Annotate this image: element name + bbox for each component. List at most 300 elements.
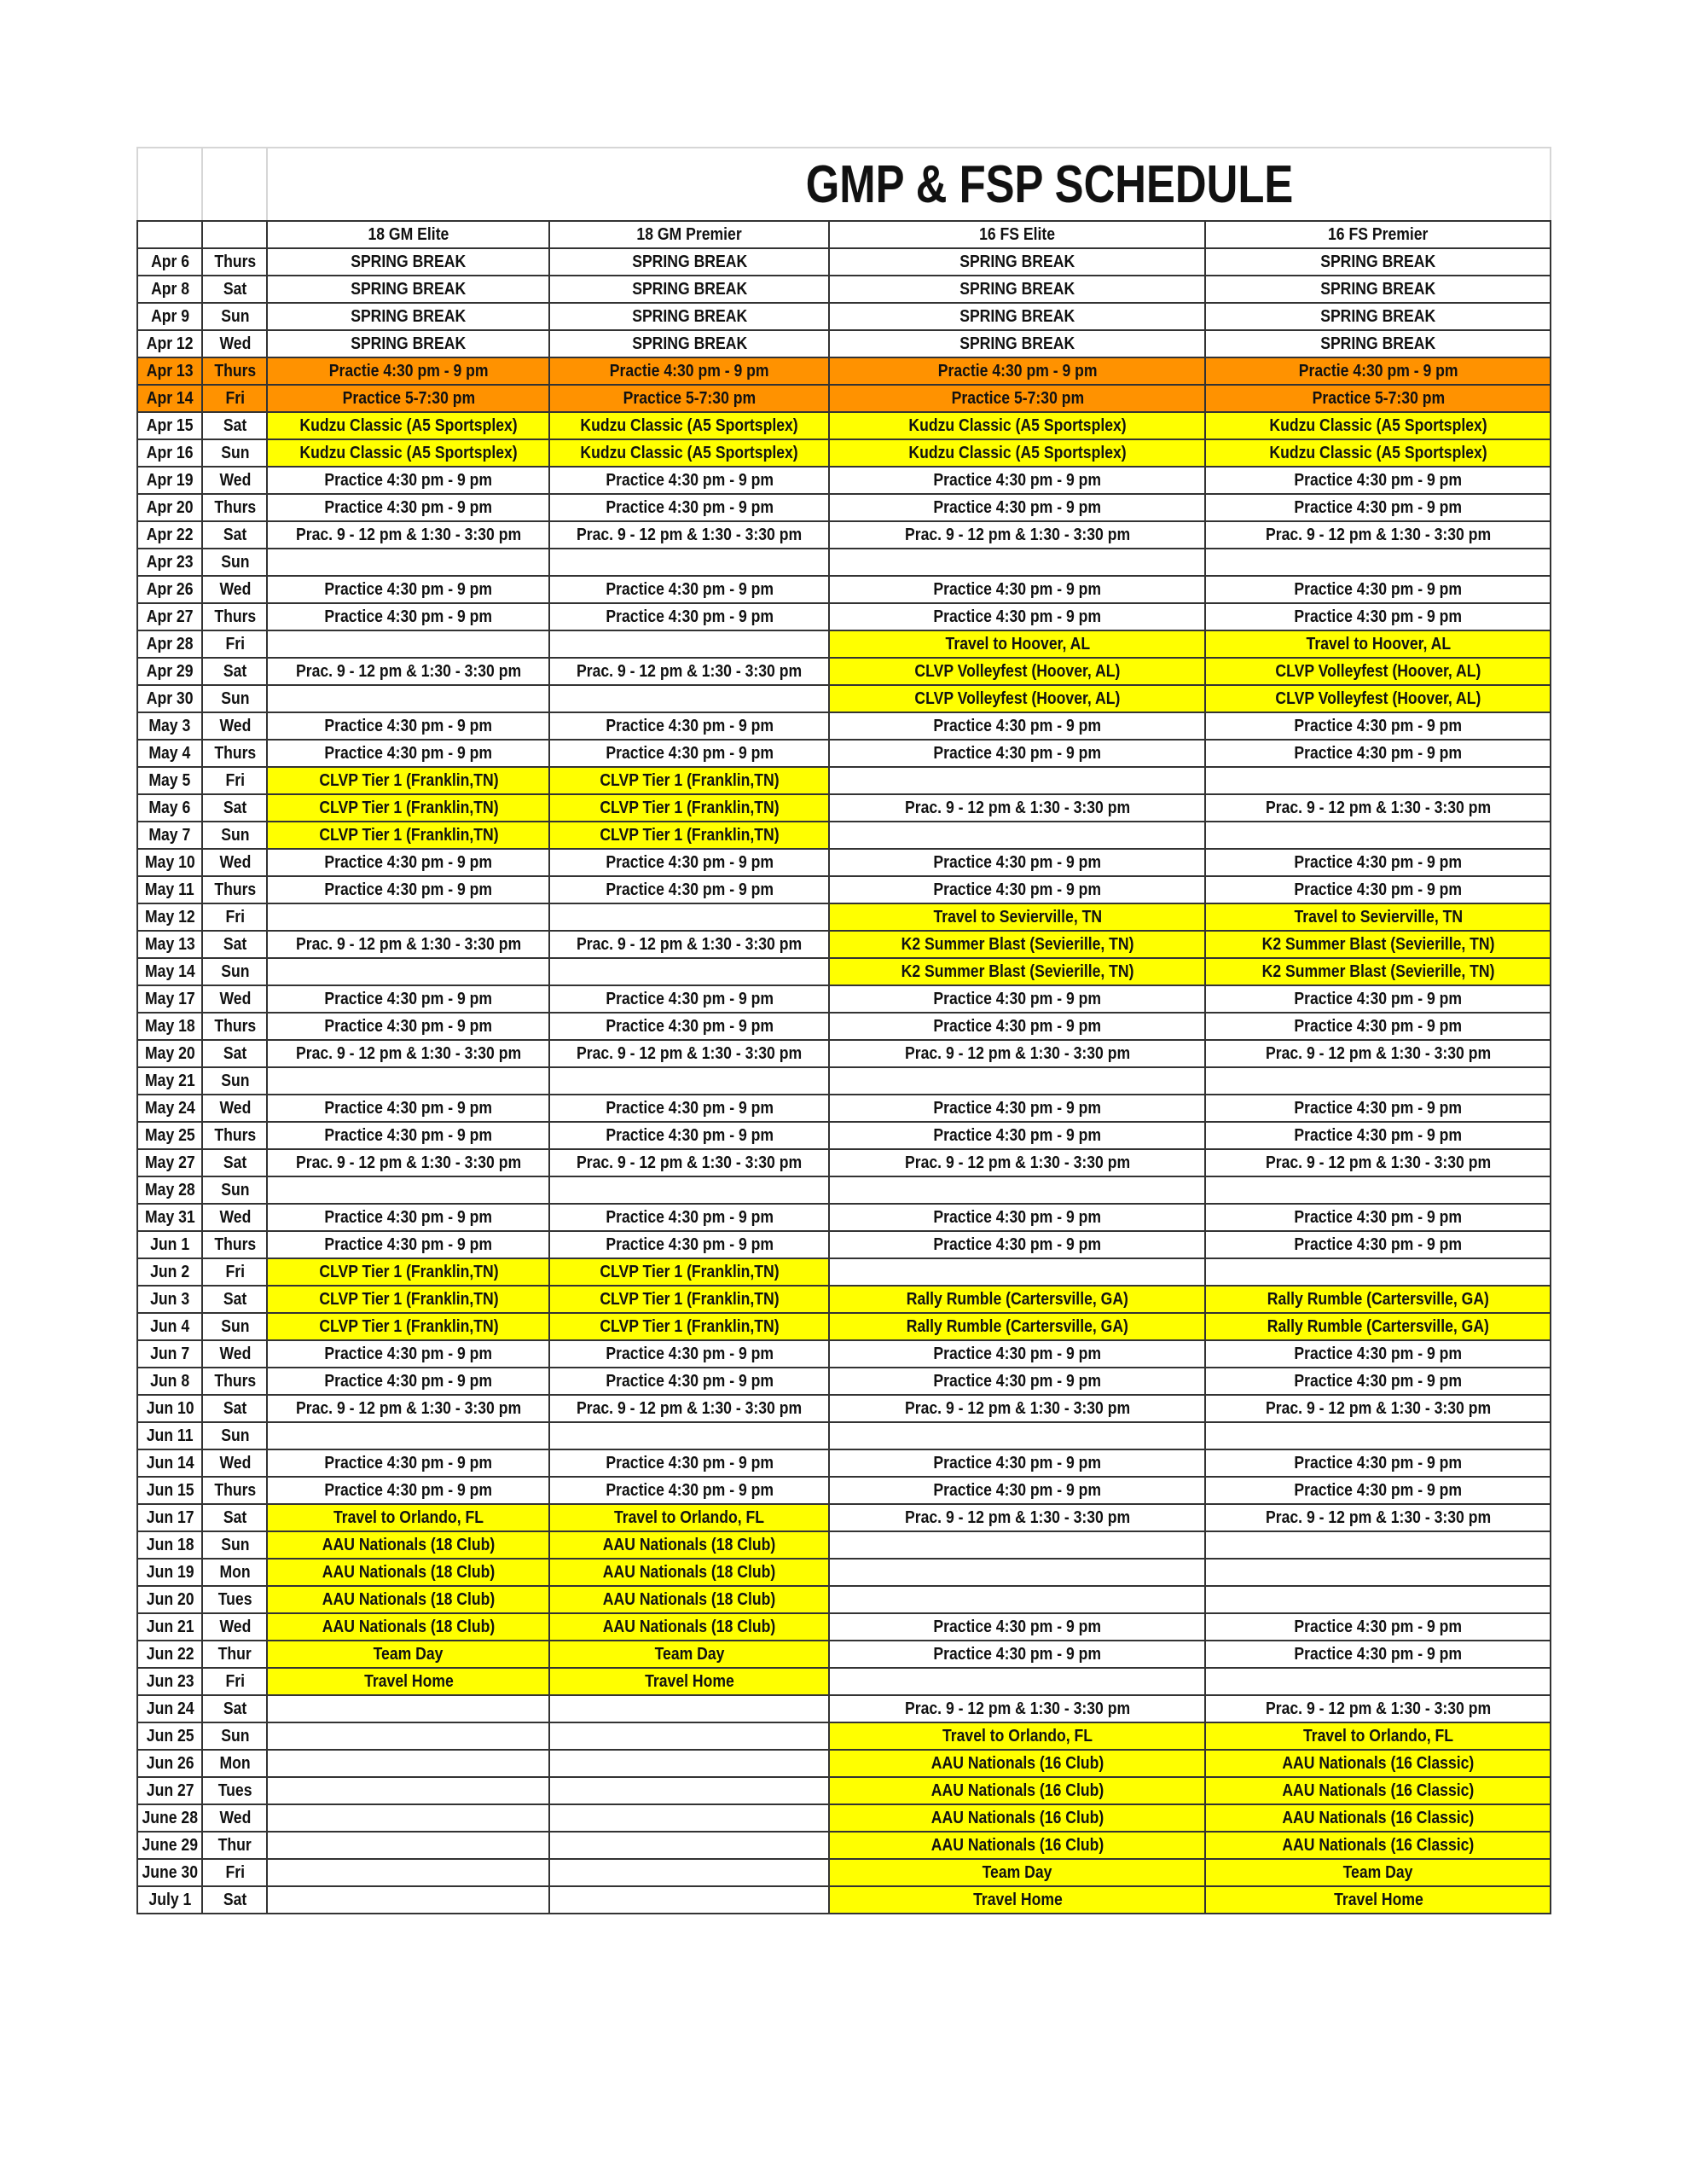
gm-premier-text: Kudzu Classic (A5 Sportsplex) [580,443,799,462]
day-cell [202,549,267,576]
gm-premier-cell [549,931,829,958]
fs-elite-cell [829,1231,1205,1258]
date-cell [137,630,202,658]
day-text: Thurs [214,252,256,271]
schedule-row [137,1531,1551,1559]
schedule-table [136,147,1551,1914]
date-text: Apr 8 [150,279,189,299]
date-text: Apr 27 [146,607,194,626]
title-corner-cell [137,148,202,221]
fs-premier-cell [1205,303,1551,330]
day-cell [202,903,267,931]
date-text: May 6 [148,798,191,817]
gm-elite-cell [267,1559,549,1586]
gm-premier-cell [549,1832,829,1859]
day-text: Fri [225,388,245,408]
gm-premier-text: Prac. 9 - 12 pm & 1:30 - 3:30 pm [577,1153,803,1172]
fs-elite-cell [829,1695,1205,1722]
gm-elite-cell [267,1722,549,1750]
gm-premier-cell [549,1777,829,1804]
fs-elite-text: Prac. 9 - 12 pm & 1:30 - 3:30 pm [904,1043,1131,1063]
gm-elite-cell [267,903,549,931]
fs-premier-cell [1205,1368,1551,1395]
fs-elite-cell [829,822,1205,849]
fs-premier-cell [1205,1586,1551,1613]
date-text: Jun 23 [146,1671,194,1691]
fs-elite-cell [829,1668,1205,1695]
fs-elite-text: Practice 4:30 pm - 9 pm [933,1371,1102,1391]
fs-elite-cell [829,1777,1205,1804]
gm-elite-text: Practice 4:30 pm - 9 pm [324,1453,493,1472]
fs-elite-cell [829,248,1205,276]
gm-elite-text: Practice 4:30 pm - 9 pm [324,497,493,517]
day-cell [202,1613,267,1641]
gm-elite-text: Practice 4:30 pm - 9 pm [324,852,493,872]
day-cell [202,1695,267,1722]
fs-premier-text: K2 Summer Blast (Sevierille, TN) [1261,934,1495,954]
fs-premier-cell [1205,1641,1551,1668]
gm-premier-text: Practice 4:30 pm - 9 pm [606,1234,774,1254]
fs-elite-text: Practice 4:30 pm - 9 pm [933,1480,1102,1500]
fs-premier-text: AAU Nationals (16 Classic) [1282,1753,1475,1773]
day-cell [202,658,267,685]
fs-premier-cell [1205,357,1551,385]
date-cell [137,494,202,521]
fs-elite-text: Rally Rumble (Cartersville, GA) [906,1289,1129,1309]
schedule-row [137,412,1551,439]
date-text: Apr 23 [146,552,194,572]
day-cell [202,1176,267,1204]
gm-premier-cell [549,767,829,794]
fs-premier-cell [1205,1477,1551,1504]
fs-premier-cell [1205,1750,1551,1777]
fs-premier-text: SPRING BREAK [1320,334,1436,353]
gm-elite-text: Travel Home [363,1671,454,1691]
fs-elite-cell [829,1859,1205,1886]
header-18-gm-premier: 18 GM Premier [549,221,829,248]
fs-premier-text: Practice 4:30 pm - 9 pm [1294,716,1463,735]
day-text: Mon [219,1753,251,1773]
day-cell [202,1859,267,1886]
day-cell [202,767,267,794]
day-cell [202,876,267,903]
gm-elite-cell [267,1067,549,1095]
schedule-row [137,740,1551,767]
schedule-row [137,357,1551,385]
date-text: Jun 1 [150,1234,190,1254]
gm-elite-cell [267,1531,549,1559]
gm-premier-text: CLVP Tier 1 (Franklin,TN) [600,1289,780,1309]
fs-elite-cell [829,1313,1205,1340]
fs-premier-cell [1205,1013,1551,1040]
gm-elite-text: Practice 4:30 pm - 9 pm [324,1344,493,1363]
gm-elite-cell [267,1395,549,1422]
fs-elite-cell [829,1340,1205,1368]
gm-premier-cell [549,1231,829,1258]
title-row [137,148,1551,221]
day-cell [202,467,267,494]
fs-elite-cell [829,1504,1205,1531]
gm-elite-text: Practice 4:30 pm - 9 pm [324,1207,493,1227]
schedule-row [137,521,1551,549]
gm-elite-text: CLVP Tier 1 (Franklin,TN) [318,1289,499,1309]
date-cell [137,658,202,685]
fs-elite-cell [829,767,1205,794]
day-cell [202,1531,267,1559]
fs-elite-text: Practice 4:30 pm - 9 pm [933,989,1102,1008]
header-18-gm-elite: 18 GM Elite [267,221,549,248]
fs-premier-text: Practice 4:30 pm - 9 pm [1294,1371,1463,1391]
fs-premier-cell [1205,1504,1551,1531]
gm-elite-cell [267,822,549,849]
gm-premier-text: Practice 4:30 pm - 9 pm [606,1016,774,1036]
fs-elite-text: Travel to Orlando, FL [942,1726,1093,1745]
date-cell [137,903,202,931]
fs-premier-text: SPRING BREAK [1320,279,1436,299]
date-cell [137,985,202,1013]
date-text: May 25 [144,1125,195,1145]
gm-elite-cell [267,303,549,330]
gm-elite-text: Practice 4:30 pm - 9 pm [324,880,493,899]
fs-premier-cell [1205,1340,1551,1368]
fs-elite-cell [829,1722,1205,1750]
fs-elite-cell [829,740,1205,767]
date-text: Jun 15 [146,1480,194,1500]
fs-premier-cell [1205,876,1551,903]
day-cell [202,1067,267,1095]
schedule-row [137,1449,1551,1477]
schedule-row [137,1258,1551,1286]
gm-elite-text: Practice 4:30 pm - 9 pm [324,1098,493,1118]
gm-elite-cell [267,1340,549,1368]
date-cell [137,467,202,494]
gm-elite-text: Practice 4:30 pm - 9 pm [324,743,493,763]
gm-premier-cell [549,1695,829,1722]
date-cell [137,549,202,576]
date-cell [137,794,202,822]
gm-premier-text: CLVP Tier 1 (Franklin,TN) [600,1262,780,1281]
fs-elite-text: Prac. 9 - 12 pm & 1:30 - 3:30 pm [904,1398,1131,1418]
schedule-row [137,767,1551,794]
fs-elite-cell [829,412,1205,439]
gm-premier-cell [549,1613,829,1641]
gm-elite-cell [267,985,549,1013]
fs-elite-cell [829,931,1205,958]
gm-premier-text: Practice 4:30 pm - 9 pm [606,497,774,517]
fs-premier-text: Rally Rumble (Cartersville, GA) [1267,1289,1490,1309]
date-cell [137,1668,202,1695]
gm-premier-cell [549,876,829,903]
gm-elite-text: SPRING BREAK [351,279,467,299]
gm-elite-cell [267,1449,549,1477]
fs-premier-text: Practice 4:30 pm - 9 pm [1294,1617,1463,1636]
schedule-row [137,876,1551,903]
date-text: Jun 7 [150,1344,190,1363]
gm-premier-text: CLVP Tier 1 (Franklin,TN) [600,825,780,845]
fs-premier-cell [1205,385,1551,412]
gm-elite-cell [267,685,549,712]
schedule-row [137,1067,1551,1095]
fs-premier-text: Practice 4:30 pm - 9 pm [1294,607,1463,626]
gm-premier-cell [549,1395,829,1422]
gm-premier-text: AAU Nationals (18 Club) [603,1617,776,1636]
day-text: Wed [219,989,251,1008]
day-cell [202,794,267,822]
day-cell [202,1804,267,1832]
fs-premier-text: Prac. 9 - 12 pm & 1:30 - 3:30 pm [1265,1398,1492,1418]
day-text: Thurs [214,1016,256,1036]
fs-elite-text: SPRING BREAK [959,252,1075,271]
gm-elite-text: Practice 4:30 pm - 9 pm [324,1371,493,1391]
fs-premier-text: Practice 4:30 pm - 9 pm [1294,579,1463,599]
day-cell [202,1722,267,1750]
gm-elite-cell [267,549,549,576]
schedule-row [137,1559,1551,1586]
day-text: Wed [219,1207,251,1227]
gm-premier-cell [549,985,829,1013]
date-cell [137,385,202,412]
gm-premier-cell [549,1531,829,1559]
fs-premier-cell [1205,985,1551,1013]
date-text: Jun 8 [150,1371,190,1391]
fs-elite-cell [829,794,1205,822]
gm-elite-text: SPRING BREAK [351,334,467,353]
gm-premier-cell [549,685,829,712]
gm-elite-cell [267,603,549,630]
date-text: Jun 26 [146,1753,194,1773]
fs-elite-text: Kudzu Classic (A5 Sportsplex) [908,415,1127,435]
fs-premier-cell [1205,1395,1551,1422]
gm-elite-cell [267,794,549,822]
gm-premier-cell [549,958,829,985]
gm-elite-cell [267,849,549,876]
gm-elite-cell [267,248,549,276]
gm-premier-text: AAU Nationals (18 Club) [603,1535,776,1554]
gm-premier-text: Practice 4:30 pm - 9 pm [606,1098,774,1118]
date-text: May 4 [148,743,191,763]
gm-premier-cell [549,712,829,740]
fs-elite-cell [829,903,1205,931]
header-16-fs-premier: 16 FS Premier [1205,221,1551,248]
date-cell [137,1368,202,1395]
date-cell [137,276,202,303]
fs-elite-text: Travel to Hoover, AL [945,634,1090,653]
fs-premier-cell [1205,630,1551,658]
fs-elite-cell [829,603,1205,630]
day-cell [202,330,267,357]
fs-elite-text: Prac. 9 - 12 pm & 1:30 - 3:30 pm [904,1153,1131,1172]
gm-premier-cell [549,1176,829,1204]
day-text: Sat [223,1153,247,1172]
gm-premier-text: Practice 4:30 pm - 9 pm [606,1207,774,1227]
date-text: Apr 9 [150,306,189,326]
day-cell [202,1422,267,1449]
fs-elite-text: Practice 4:30 pm - 9 pm [933,1098,1102,1118]
date-cell [137,931,202,958]
fs-elite-cell [829,1095,1205,1122]
gm-premier-text: Practice 4:30 pm - 9 pm [606,1344,774,1363]
fs-premier-text: Practice 4:30 pm - 9 pm [1294,1207,1463,1227]
gm-elite-text: SPRING BREAK [351,252,467,271]
day-cell [202,1449,267,1477]
schedule-row [137,576,1551,603]
gm-elite-cell [267,385,549,412]
day-cell [202,712,267,740]
day-text: Wed [219,1344,251,1363]
fs-premier-text: Practice 4:30 pm - 9 pm [1294,1125,1463,1145]
gm-elite-cell [267,494,549,521]
fs-elite-text: Practice 4:30 pm - 9 pm [933,1617,1102,1636]
day-text: Thur [217,1644,252,1664]
gm-premier-text: Prac. 9 - 12 pm & 1:30 - 3:30 pm [577,525,803,544]
day-text: Fri [225,1862,245,1882]
date-text: May 21 [144,1071,195,1090]
schedule-title: GMP & FSP SCHEDULE [806,154,1294,214]
day-cell [202,1095,267,1122]
date-text: Apr 26 [146,579,194,599]
date-cell [137,1695,202,1722]
fs-premier-cell [1205,276,1551,303]
gm-premier-text: Practice 4:30 pm - 9 pm [606,880,774,899]
schedule-title-cell [549,148,1551,221]
date-cell [137,1395,202,1422]
gm-premier-cell [549,385,829,412]
fs-elite-cell [829,1368,1205,1395]
fs-elite-text: Practice 4:30 pm - 9 pm [933,880,1102,899]
day-cell [202,303,267,330]
fs-premier-text: CLVP Volleyfest (Hoover, AL) [1275,688,1481,708]
day-text: Wed [219,1808,251,1827]
fs-elite-text: Travel to Sevierville, TN [933,907,1102,926]
fs-elite-cell [829,1422,1205,1449]
gm-elite-cell [267,467,549,494]
date-cell [137,1122,202,1149]
date-text: Apr 15 [146,415,194,435]
fs-elite-cell [829,1149,1205,1176]
fs-elite-cell [829,276,1205,303]
gm-premier-text: Practice 4:30 pm - 9 pm [606,1125,774,1145]
gm-elite-text: Prac. 9 - 12 pm & 1:30 - 3:30 pm [295,1043,522,1063]
gm-elite-cell [267,931,549,958]
gm-elite-cell [267,1422,549,1449]
day-cell [202,1641,267,1668]
fs-premier-text: Travel Home [1333,1890,1423,1909]
gm-elite-cell [267,1258,549,1286]
schedule-row [137,603,1551,630]
gm-premier-text: CLVP Tier 1 (Franklin,TN) [600,1316,780,1336]
day-text: Wed [219,334,251,353]
gm-elite-cell [267,630,549,658]
schedule-row [137,1477,1551,1504]
day-cell [202,1286,267,1313]
gm-elite-text: Practice 4:30 pm - 9 pm [324,716,493,735]
schedule-row [137,1395,1551,1422]
date-cell [137,1286,202,1313]
gm-elite-text: Practice 4:30 pm - 9 pm [324,1016,493,1036]
schedule-row [137,1641,1551,1668]
date-text: Apr 12 [146,334,194,353]
day-text: Wed [219,1453,251,1472]
date-text: May 17 [144,989,195,1008]
schedule-row [137,1040,1551,1067]
date-text: June 28 [142,1808,199,1827]
day-text: Sun [220,306,250,326]
fs-elite-cell [829,439,1205,467]
day-cell [202,357,267,385]
header-day-cell [202,221,267,248]
gm-elite-text: CLVP Tier 1 (Franklin,TN) [318,1262,499,1281]
gm-elite-text: AAU Nationals (18 Club) [322,1535,496,1554]
day-text: Sun [220,552,250,572]
date-text: Jun 20 [146,1589,194,1609]
schedule-row [137,276,1551,303]
date-text: Apr 30 [146,688,194,708]
date-cell [137,740,202,767]
gm-elite-text: Practice 4:30 pm - 9 pm [324,1480,493,1500]
gm-premier-text: SPRING BREAK [631,279,747,299]
date-text: May 27 [144,1153,195,1172]
date-cell [137,1777,202,1804]
schedule-row [137,1176,1551,1204]
gm-premier-text: AAU Nationals (18 Club) [603,1562,776,1582]
schedule-row [137,467,1551,494]
fs-premier-cell [1205,603,1551,630]
gm-premier-cell [549,1368,829,1395]
fs-premier-cell [1205,1832,1551,1859]
fs-premier-text: Practice 4:30 pm - 9 pm [1294,470,1463,490]
gm-elite-text: Practice 5-7:30 pm [342,388,475,408]
day-cell [202,1504,267,1531]
date-cell [137,1149,202,1176]
day-cell [202,1886,267,1914]
fs-elite-text: SPRING BREAK [959,334,1075,353]
fs-elite-cell [829,1750,1205,1777]
day-text: Wed [219,579,251,599]
gm-elite-text: Prac. 9 - 12 pm & 1:30 - 3:30 pm [295,525,522,544]
header-16-fs-elite: 16 FS Elite [829,221,1205,248]
schedule-row [137,1695,1551,1722]
gm-premier-cell [549,439,829,467]
fs-premier-text: CLVP Volleyfest (Hoover, AL) [1275,661,1481,681]
day-cell [202,1258,267,1286]
schedule-row [137,549,1551,576]
schedule-row [137,1095,1551,1122]
schedule-row [137,1313,1551,1340]
fs-premier-cell [1205,1286,1551,1313]
fs-elite-cell [829,1204,1205,1231]
date-text: Jun 18 [146,1535,194,1554]
fs-elite-text: Travel Home [972,1890,1063,1909]
gm-premier-cell [549,1477,829,1504]
gm-elite-cell [267,1695,549,1722]
fs-elite-cell [829,985,1205,1013]
title-corner-cell [202,148,267,221]
fs-elite-cell [829,849,1205,876]
fs-premier-text: Practice 4:30 pm - 9 pm [1294,1644,1463,1664]
fs-premier-cell [1205,439,1551,467]
fs-premier-text: Practice 4:30 pm - 9 pm [1294,743,1463,763]
date-cell [137,685,202,712]
fs-premier-text: AAU Nationals (16 Classic) [1282,1808,1475,1827]
gm-premier-text: Travel to Orlando, FL [614,1507,765,1527]
gm-premier-text: Practice 4:30 pm - 9 pm [606,852,774,872]
day-text: Sat [223,525,247,544]
schedule-row [137,1750,1551,1777]
schedule-row [137,1586,1551,1613]
date-text: Apr 28 [146,634,194,653]
gm-elite-cell [267,1804,549,1832]
fs-premier-cell [1205,1204,1551,1231]
